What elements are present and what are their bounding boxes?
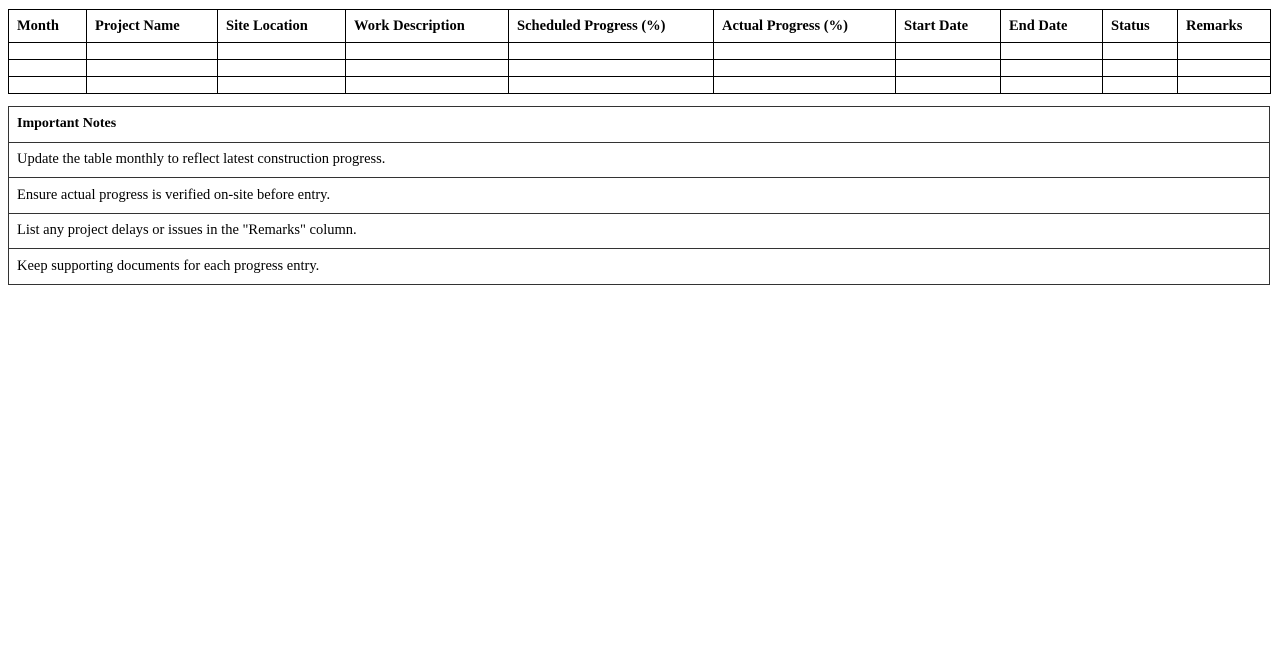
table-header-row xyxy=(9,10,1271,43)
column-header-actual-progress: Actual Progress (%) xyxy=(714,10,896,43)
note-item-2: Ensure actual progress is verified on-site before entry. xyxy=(9,178,1270,214)
cell-actual-progress[interactable] xyxy=(714,60,896,77)
note-item-3: List any project delays or issues in the "Remarks" column. xyxy=(9,213,1270,249)
cell-end-date[interactable] xyxy=(1001,43,1103,60)
cell-status[interactable] xyxy=(1103,60,1178,77)
cell-work-description[interactable] xyxy=(346,60,509,77)
cell-status[interactable] xyxy=(1103,43,1178,60)
list-item xyxy=(9,249,1270,285)
cell-start-date[interactable] xyxy=(896,77,1001,94)
cell-remarks[interactable] xyxy=(1178,77,1271,94)
table-row[interactable] xyxy=(9,77,1271,94)
cell-work-description[interactable] xyxy=(346,43,509,60)
column-header-work-description: Work Description xyxy=(346,10,509,43)
column-header-end-date: End Date xyxy=(1001,10,1103,43)
cell-scheduled-progress[interactable] xyxy=(509,43,714,60)
column-header-start-date: Start Date xyxy=(896,10,1001,43)
cell-start-date[interactable] xyxy=(896,43,1001,60)
notes-header-label: Important Notes xyxy=(9,107,1270,143)
table-row[interactable] xyxy=(9,43,1271,60)
note-item-4: Keep supporting documents for each progress entry. xyxy=(9,249,1270,285)
note-item-1: Update the table monthly to reflect latest construction progress. xyxy=(9,142,1270,178)
cell-project-name[interactable] xyxy=(87,77,218,94)
notes-header-row xyxy=(9,107,1270,143)
cell-month[interactable] xyxy=(9,60,87,77)
cell-start-date[interactable] xyxy=(896,60,1001,77)
cell-end-date[interactable] xyxy=(1001,77,1103,94)
column-header-scheduled-progress: Scheduled Progress (%) xyxy=(509,10,714,43)
important-notes-table xyxy=(8,106,1270,285)
cell-remarks[interactable] xyxy=(1178,43,1271,60)
cell-scheduled-progress[interactable] xyxy=(509,77,714,94)
cell-work-description[interactable] xyxy=(346,77,509,94)
table-row[interactable] xyxy=(9,60,1271,77)
table-body xyxy=(9,43,1271,94)
column-header-project-name: Project Name xyxy=(87,10,218,43)
column-header-status: Status xyxy=(1103,10,1178,43)
column-header-site-location: Site Location xyxy=(218,10,346,43)
list-item xyxy=(9,213,1270,249)
cell-month[interactable] xyxy=(9,77,87,94)
list-item xyxy=(9,178,1270,214)
cell-status[interactable] xyxy=(1103,77,1178,94)
cell-scheduled-progress[interactable] xyxy=(509,60,714,77)
cell-site-location[interactable] xyxy=(218,43,346,60)
important-notes-section xyxy=(8,106,1270,285)
cell-site-location[interactable] xyxy=(218,60,346,77)
list-item xyxy=(9,142,1270,178)
column-header-remarks: Remarks xyxy=(1178,10,1271,43)
cell-project-name[interactable] xyxy=(87,43,218,60)
cell-month[interactable] xyxy=(9,43,87,60)
cell-actual-progress[interactable] xyxy=(714,43,896,60)
cell-end-date[interactable] xyxy=(1001,60,1103,77)
construction-progress-table xyxy=(8,9,1271,94)
column-header-month: Month xyxy=(9,10,87,43)
cell-site-location[interactable] xyxy=(218,77,346,94)
cell-remarks[interactable] xyxy=(1178,60,1271,77)
cell-actual-progress[interactable] xyxy=(714,77,896,94)
cell-project-name[interactable] xyxy=(87,60,218,77)
